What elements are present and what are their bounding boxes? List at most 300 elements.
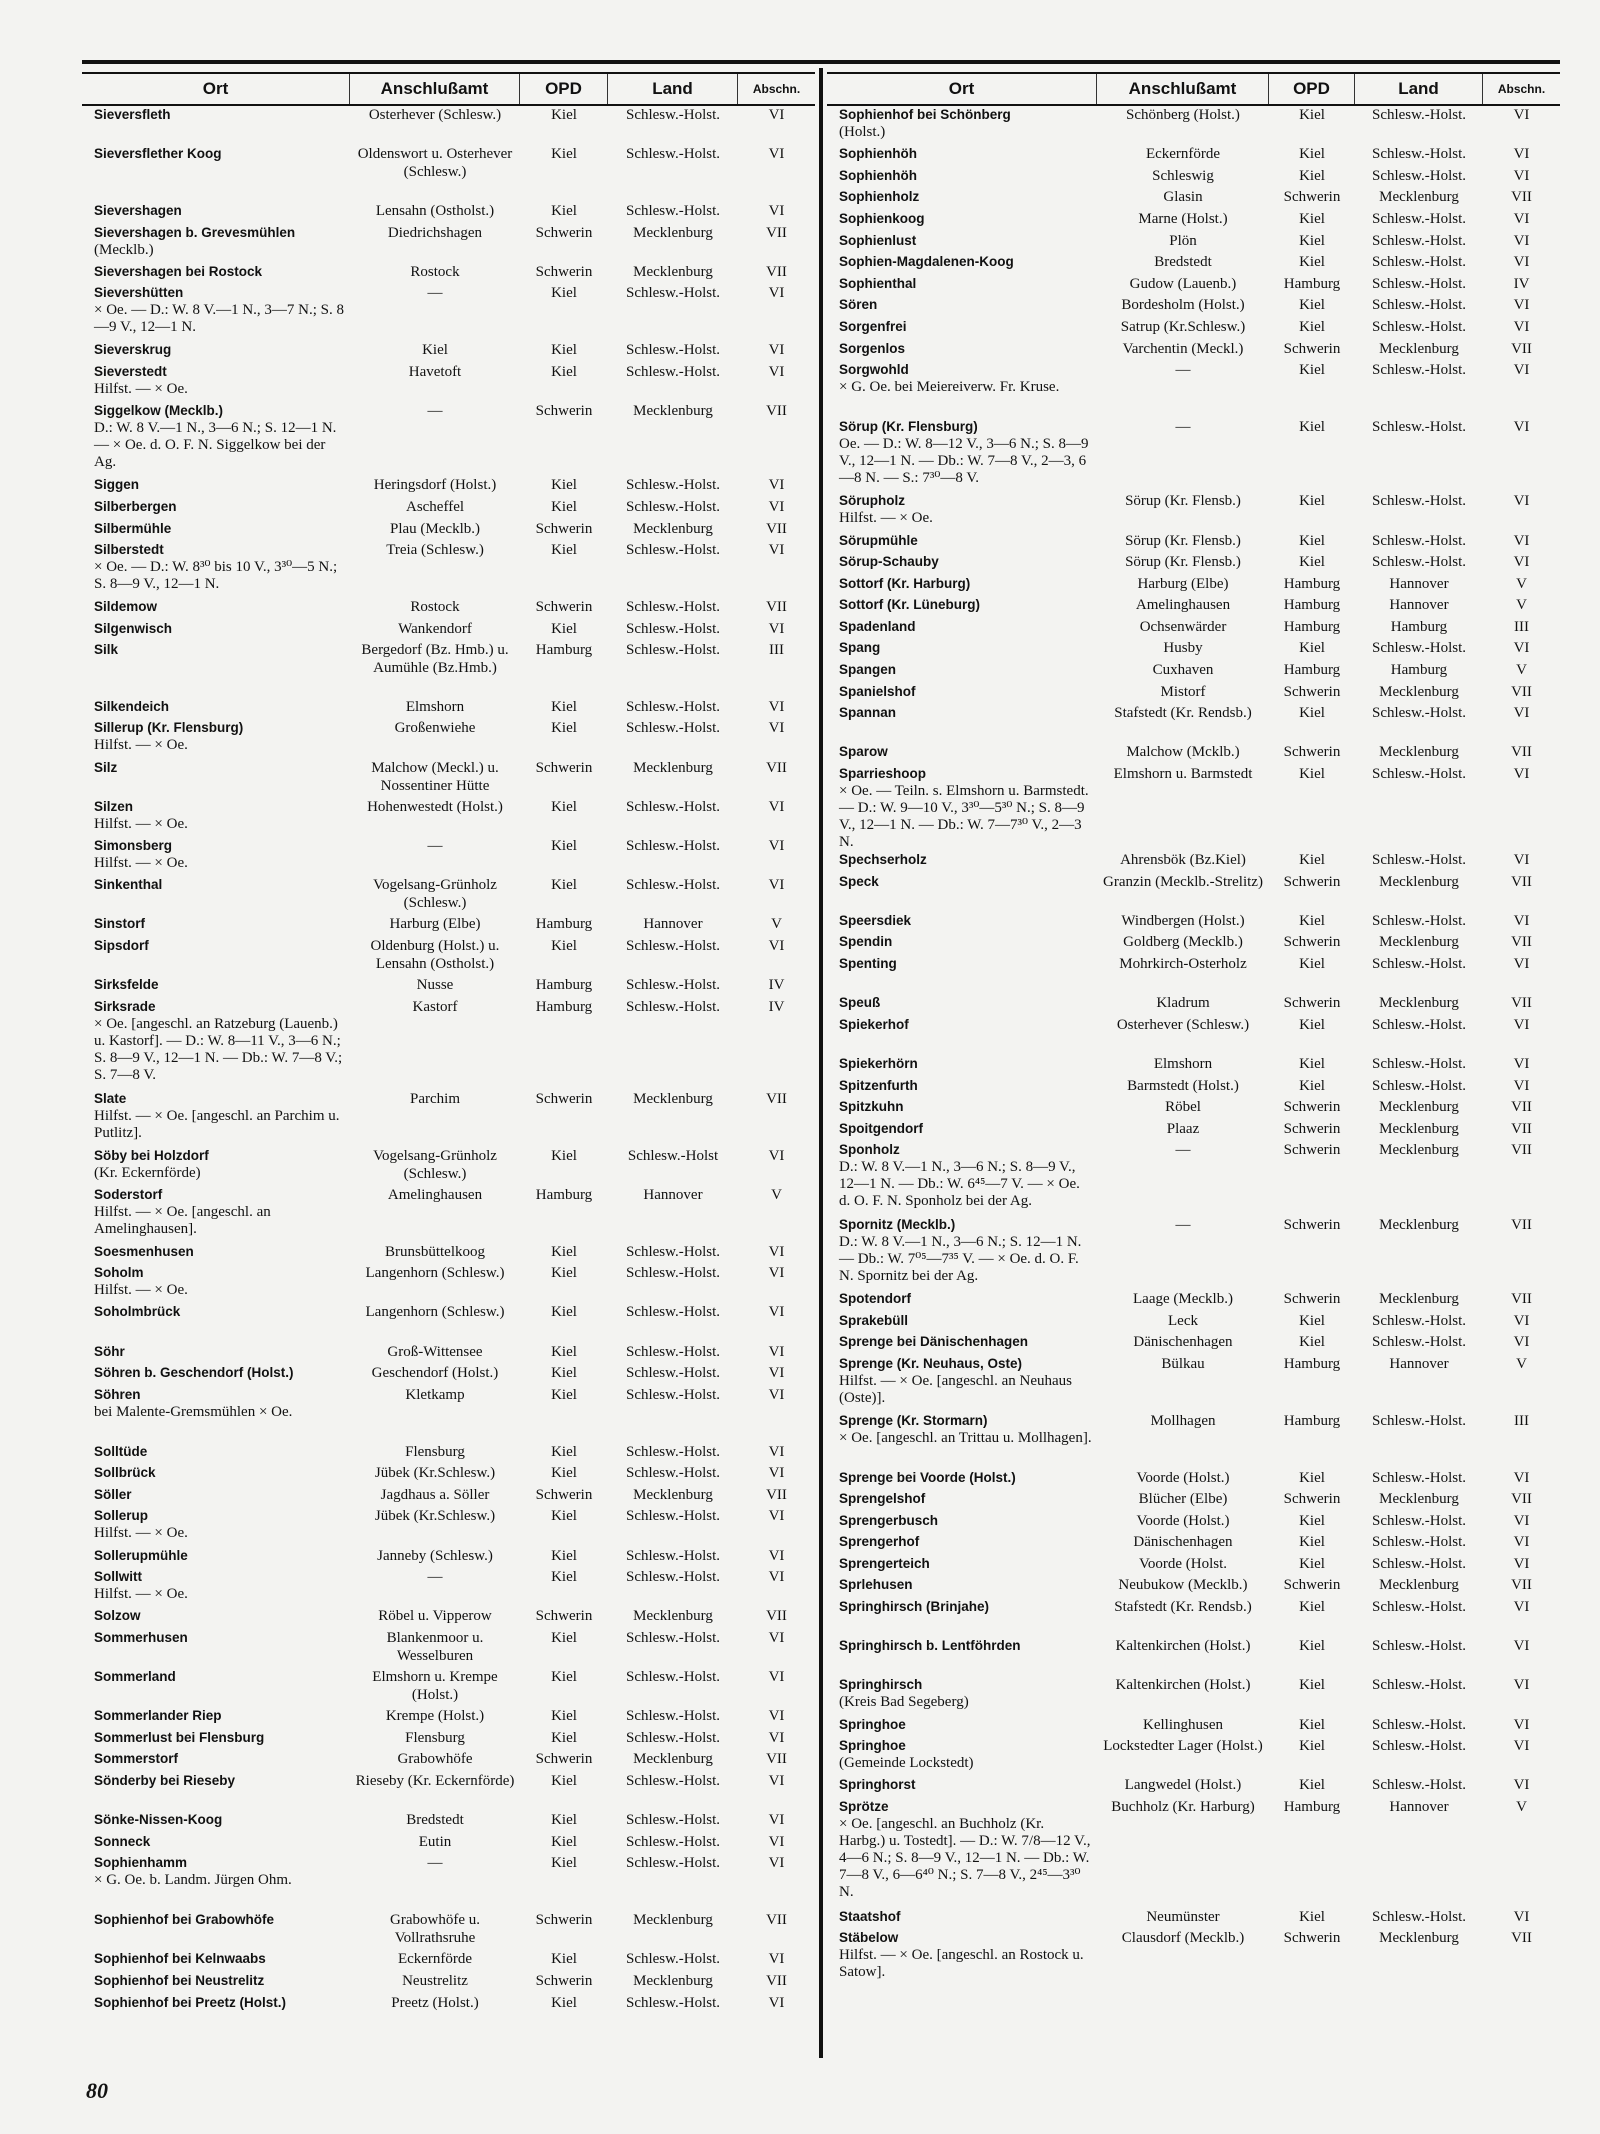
place-name: Sommerstorf	[94, 1751, 179, 1767]
place-name: Sophienhof bei Grabowhöfe	[94, 1912, 274, 1928]
cell-anschlussamt: Blücher (Elbe)	[1138, 1491, 1228, 1508]
place-name: Spornitz (Mecklb.)	[839, 1216, 956, 1232]
place-name: Silberstedt	[94, 542, 164, 558]
cell-opd: Hamburg	[1283, 1412, 1341, 1429]
cell-abschnitt: VI	[1513, 912, 1530, 929]
cell-ort	[827, 1908, 1097, 1930]
header-abschnitt: Abschn.	[1497, 82, 1546, 96]
place-name: Sieverskrug	[94, 342, 172, 358]
cell-land: Mecklenburg	[1379, 1120, 1459, 1137]
cell-ort	[82, 759, 350, 798]
cell-land: Schlesw.-Holst.	[1371, 318, 1467, 335]
place-name: Sorgwohld	[839, 362, 909, 378]
cell-opd: Schwerin	[1283, 340, 1341, 357]
cell-land: Mecklenburg	[633, 1972, 713, 1989]
cell-land: Mecklenburg	[1379, 683, 1459, 700]
cell-ort	[82, 476, 350, 498]
cell-land: Hamburg	[1390, 662, 1448, 679]
cell-abschnitt: VII	[1511, 340, 1532, 357]
cell-ort	[82, 876, 350, 915]
cell-abschnitt: VII	[1511, 683, 1532, 700]
cell-anschlussamt: Lockstedter Lager (Holst.)	[1103, 1738, 1263, 1755]
cell-ort	[82, 1772, 350, 1811]
cell-anschlussamt: —	[1175, 418, 1191, 435]
cell-opd: Hamburg	[1283, 575, 1341, 592]
place-note: × Oe. — D.: W. 8³⁰ bis 10 V., 3³⁰—5 N.; S. 8—9 V., 12—1 N.	[94, 559, 338, 593]
table-row	[827, 765, 1560, 851]
cell-land: Schlesw.-Holst.	[1371, 1677, 1467, 1694]
place-name: Silkendeich	[94, 698, 170, 714]
cell-ort	[827, 1290, 1097, 1312]
place-note: × Oe. [angeschl. an Buchholz (Kr. Harbg.) u. Tostedt]. — D.: W. 7/8—12 V., 4—6 N.; S. 8—9 V., 12—1 N. — Db.: W. 7—8 V., 6—6⁴⁰ N.; S. 7—8 V., 2⁴⁵—3³⁰ N.	[839, 1816, 1091, 1900]
cell-land: Schlesw.-Holst.	[625, 977, 721, 994]
cell-anschlussamt: Mistorf	[1160, 683, 1206, 700]
cell-abschnitt: III	[1514, 1412, 1529, 1429]
cell-ort	[827, 704, 1097, 743]
cell-land: Schlesw.-Holst.	[1371, 1055, 1467, 1072]
cell-anschlussamt: Kletkamp	[405, 1386, 465, 1403]
place-name: Sirksrade	[94, 998, 156, 1014]
place-name: Spang	[839, 640, 881, 656]
place-name: Spitzkuhn	[839, 1099, 904, 1115]
place-name: Sievershütten	[94, 285, 184, 301]
cell-ort	[827, 145, 1097, 167]
place-note: (Mecklb.)	[94, 241, 154, 258]
place-note: Oe. — D.: W. 8—12 V., 3—6 N.; S. 8—9 V., 12—1 N. — Db.: W. 7—8 V., 2—3, 6—8 N. — S.: 7³⁰—8 V.	[839, 435, 1089, 486]
cell-anschlussamt: Großenwiehe	[394, 720, 476, 737]
place-name: Sophienhof bei Kelnwaabs	[94, 1951, 266, 1967]
table-row	[82, 876, 815, 915]
table-row	[827, 492, 1560, 531]
cell-ort	[827, 1798, 1097, 1908]
cell-abschnitt: VI	[1513, 418, 1530, 435]
place-name: Sprenge (Kr. Neuhaus, Oste)	[839, 1355, 1023, 1371]
place-name: Sprenge bei Dänischenhagen	[839, 1334, 1029, 1350]
cell-land: Schlesw.-Holst.	[1371, 852, 1467, 869]
cell-land: Schlesw.-Holst.	[1371, 1334, 1467, 1351]
cell-land: Schlesw.-Holst.	[1371, 493, 1467, 510]
cell-abschnitt: VII	[766, 1090, 787, 1107]
table-row	[827, 1776, 1560, 1798]
cell-land: Schlesw.-Holst.	[1371, 705, 1467, 722]
place-name: Sievershagen b. Grevesmühlen	[94, 224, 296, 240]
cell-anschlussamt: Dänischenhagen	[1133, 1334, 1233, 1351]
cell-abschnitt: V	[771, 1186, 782, 1203]
place-name: Spadenland	[839, 618, 916, 634]
place-note: Hilfst. — × Oe.	[94, 815, 188, 832]
cell-abschnitt: VII	[766, 224, 787, 241]
table-row	[82, 915, 815, 937]
cell-land: Schlesw.-Holst.	[1371, 362, 1467, 379]
cell-abschnitt: VI	[1513, 146, 1530, 163]
cell-anschlussamt: Rostock	[410, 263, 460, 280]
cell-land: Schlesw.-Holst.	[625, 107, 721, 123]
cell-opd: Kiel	[551, 542, 577, 559]
cell-opd: Kiel	[1299, 912, 1325, 929]
cell-opd: Schwerin	[535, 759, 593, 776]
cell-opd: Kiel	[551, 146, 577, 163]
cell-land: Schlesw.-Holst.	[625, 1343, 721, 1360]
cell-ort	[82, 1911, 350, 1950]
cell-ort	[82, 1343, 350, 1365]
table-row	[827, 532, 1560, 554]
cell-land: Schlesw.-Holst.	[1371, 107, 1467, 123]
cell-abschnitt: V	[1516, 1355, 1527, 1372]
cell-land: Schlesw.-Holst.	[1371, 1412, 1467, 1429]
table-row	[827, 1333, 1560, 1355]
cell-anschlussamt: Harburg (Elbe)	[1137, 575, 1229, 592]
cell-abschnitt: V	[771, 916, 782, 933]
table-row	[82, 1668, 815, 1707]
table-row	[827, 361, 1560, 418]
cell-abschnitt: VI	[1513, 1512, 1530, 1529]
cell-land: Schlesw.-Holst.	[625, 720, 721, 737]
cell-ort	[827, 933, 1097, 955]
cell-anschlussamt: —	[427, 402, 443, 419]
table-row	[827, 1512, 1560, 1534]
place-name: Sophien-Magdalenen-Koog	[839, 254, 1014, 270]
table-row	[82, 1386, 815, 1443]
cell-anschlussamt: Malchow (Mcklb.)	[1126, 744, 1240, 761]
cell-abschnitt: IV	[768, 977, 785, 994]
cell-anschlussamt: Marne (Holst.)	[1138, 210, 1228, 227]
cell-anschlussamt: Clausdorf (Mecklb.)	[1121, 1930, 1245, 1947]
cell-ort	[82, 1243, 350, 1265]
table-row	[82, 1854, 815, 1911]
cell-opd: Kiel	[551, 1365, 577, 1382]
cell-abschnitt: VI	[1513, 705, 1530, 722]
cell-ort	[827, 1077, 1097, 1099]
cell-anschlussamt: Granzin (Mecklb.-Strelitz)	[1103, 873, 1263, 890]
place-name: Springhirsch	[839, 1677, 923, 1693]
cell-anschlussamt: Oldenburg (Holst.) u. Lensahn (Ostholst.)	[370, 938, 500, 973]
cell-abschnitt: VI	[1513, 232, 1530, 249]
cell-anschlussamt: —	[1175, 1216, 1191, 1233]
cell-abschnitt: VI	[1513, 210, 1530, 227]
table-header-left	[82, 72, 815, 106]
cell-anschlussamt: Windbergen (Holst.)	[1121, 912, 1245, 929]
cell-ort	[827, 851, 1097, 873]
cell-opd: Schwerin	[535, 1486, 593, 1503]
cell-abschnitt: VI	[768, 202, 785, 219]
cell-anschlussamt: Bülkau	[1161, 1355, 1205, 1372]
cell-anschlussamt: Elmshorn	[1153, 1055, 1213, 1072]
cell-land: Mecklenburg	[633, 1751, 713, 1768]
cell-abschnitt: IV	[768, 998, 785, 1015]
place-name: Sophienthal	[839, 275, 917, 291]
cell-opd: Kiel	[551, 1147, 577, 1164]
cell-land: Schlesw.-Holst.	[625, 998, 721, 1015]
cell-abschnitt: VII	[766, 263, 787, 280]
place-name: Sprengerteich	[839, 1555, 930, 1571]
cell-abschnitt: VII	[766, 759, 787, 776]
cell-opd: Kiel	[1299, 362, 1325, 379]
cell-abschnitt: VI	[1513, 1677, 1530, 1694]
cell-ort	[827, 873, 1097, 912]
cell-ort	[827, 340, 1097, 362]
table-row	[82, 1811, 815, 1833]
cell-abschnitt: VI	[1513, 1555, 1530, 1572]
cell-ort	[82, 998, 350, 1090]
cell-land: Mecklenburg	[1379, 934, 1459, 951]
table-row	[82, 263, 815, 285]
cell-anschlussamt: Grabowhöfe	[397, 1751, 473, 1768]
cell-abschnitt: VI	[768, 698, 785, 715]
cell-opd: Hamburg	[535, 642, 593, 659]
cell-abschnitt: VI	[768, 1855, 785, 1872]
table-row	[82, 1911, 815, 1950]
cell-ort	[82, 106, 350, 145]
header-anschlussamt: Anschlußamt	[350, 74, 520, 104]
table-row	[827, 1120, 1560, 1142]
cell-abschnitt: VII	[766, 1486, 787, 1503]
cell-anschlussamt: Heringsdorf (Holst.)	[373, 477, 497, 494]
cell-land: Schlesw.-Holst.	[625, 1569, 721, 1586]
cell-abschnitt: VI	[1513, 640, 1530, 657]
table-row	[827, 188, 1560, 210]
cell-abschnitt: VI	[768, 1365, 785, 1382]
cell-ort	[82, 1668, 350, 1707]
place-name: Sönke-Nissen-Koog	[94, 1812, 223, 1828]
cell-opd: Hamburg	[1283, 662, 1341, 679]
cell-anschlussamt: Langenhorn (Schlesw.)	[365, 1265, 505, 1282]
header-abschnitt: Abschn.	[752, 82, 801, 96]
cell-opd: Kiel	[551, 1386, 577, 1403]
cell-opd: Kiel	[1299, 1716, 1325, 1733]
cell-opd: Kiel	[551, 798, 577, 815]
cell-ort	[827, 1216, 1097, 1290]
cell-land: Schlesw.-Holst.	[625, 1547, 721, 1564]
cell-abschnitt: VI	[1513, 1334, 1530, 1351]
place-name: Sophienhamm	[94, 1855, 188, 1871]
place-name: Sommerhusen	[94, 1629, 188, 1645]
cell-abschnitt: VI	[768, 1729, 785, 1746]
cell-anschlussamt: Leck	[1168, 1312, 1198, 1329]
cell-ort	[827, 188, 1097, 210]
cell-anschlussamt: Krempe (Holst.)	[385, 1708, 485, 1725]
cell-anschlussamt: Satrup (Kr.Schlesw.)	[1120, 318, 1246, 335]
table-row	[82, 641, 815, 698]
table-row	[82, 1568, 815, 1607]
right-table-body	[827, 106, 1560, 1986]
table-row	[827, 743, 1560, 765]
table-row	[82, 1147, 815, 1186]
cell-land: Hannover	[1389, 575, 1449, 592]
cell-opd: Kiel	[551, 107, 577, 123]
cell-anschlussamt: Varchentin (Meckl.)	[1122, 340, 1244, 357]
cell-anschlussamt: Gudow (Lauenb.)	[1129, 275, 1237, 292]
cell-abschnitt: VII	[766, 1972, 787, 1989]
cell-abschnitt: VI	[1513, 1638, 1530, 1655]
place-name: Silk	[94, 642, 119, 658]
place-name: Sollerupmühle	[94, 1547, 188, 1563]
cell-ort	[827, 1929, 1097, 1986]
cell-land: Schlesw.-Holst.	[625, 1951, 721, 1968]
cell-abschnitt: VI	[768, 720, 785, 737]
cell-opd: Kiel	[1299, 167, 1325, 184]
place-name: Spiekerhof	[839, 1016, 909, 1032]
place-name: Speuß	[839, 995, 881, 1011]
cell-opd: Kiel	[1299, 146, 1325, 163]
cell-land: Hannover	[643, 916, 703, 933]
cell-opd: Kiel	[551, 938, 577, 955]
cell-abschnitt: VI	[768, 1669, 785, 1686]
cell-land: Schlesw.-Holst.	[625, 542, 721, 559]
cell-anschlussamt: Janneby (Schlesw.)	[377, 1547, 493, 1564]
cell-abschnitt: III	[769, 642, 784, 659]
cell-land: Schlesw.-Holst.	[1371, 1599, 1467, 1616]
cell-ort	[82, 915, 350, 937]
cell-land: Schlesw.-Holst.	[625, 838, 721, 855]
cell-opd: Kiel	[1299, 1016, 1325, 1033]
place-name: Sophienholz	[839, 189, 920, 205]
cell-land: Schlesw.-Holst	[627, 1147, 719, 1164]
cell-abschnitt: VI	[768, 1465, 785, 1482]
place-name: Sprenge bei Voorde (Holst.)	[839, 1469, 1016, 1485]
cell-abschnitt: VII	[1511, 1291, 1532, 1308]
cell-abschnitt: VI	[1513, 1469, 1530, 1486]
cell-abschnitt: VI	[1513, 1738, 1530, 1755]
cell-ort	[82, 1303, 350, 1342]
cell-opd: Schwerin	[1283, 1491, 1341, 1508]
cell-ort	[827, 661, 1097, 683]
cell-anschlussamt: Osterhever (Schlesw.)	[1116, 1016, 1250, 1033]
cell-abschnitt: VII	[1511, 1216, 1532, 1233]
cell-ort	[827, 994, 1097, 1016]
place-name: Söhr	[94, 1343, 125, 1359]
cell-land: Hannover	[1389, 597, 1449, 614]
cell-anschlussamt: Grabowhöfe u. Vollrathsruhe	[390, 1912, 480, 1947]
table-row	[82, 1972, 815, 1994]
cell-land: Schlesw.-Holst.	[625, 642, 721, 659]
place-name: Sollwitt	[94, 1569, 142, 1585]
cell-ort	[827, 1312, 1097, 1334]
cell-abschnitt: VI	[768, 1508, 785, 1525]
cell-opd: Kiel	[551, 498, 577, 515]
table-row	[82, 1464, 815, 1486]
cell-opd: Kiel	[551, 1304, 577, 1321]
cell-anschlussamt: Ochsenwärder	[1139, 618, 1227, 635]
place-note: × G. Oe. bei Meiereiverw. Fr. Kruse.	[839, 379, 1060, 396]
cell-opd: Hamburg	[1283, 275, 1341, 292]
cell-opd: Hamburg	[1283, 1799, 1341, 1815]
cell-land: Schlesw.-Holst.	[625, 498, 721, 515]
cell-opd: Schwerin	[1283, 683, 1341, 700]
table-row	[827, 1469, 1560, 1491]
table-row	[827, 106, 1560, 145]
cell-land: Schlesw.-Holst.	[1371, 1777, 1467, 1794]
cell-abschnitt: VI	[768, 1386, 785, 1403]
table-row	[82, 1729, 815, 1751]
table-row	[82, 1772, 815, 1811]
table-row	[827, 1290, 1560, 1312]
table-row	[827, 1533, 1560, 1555]
cell-anschlussamt: Kaltenkirchen (Holst.)	[1115, 1638, 1251, 1655]
table-row	[827, 873, 1560, 912]
cell-land: Mecklenburg	[1379, 1577, 1459, 1594]
place-name: Sommerland	[94, 1669, 176, 1685]
place-name: Sollerup	[94, 1508, 149, 1524]
cell-anschlussamt: Amelinghausen	[1135, 597, 1231, 614]
place-name: Sipsdorf	[94, 938, 149, 954]
table-row	[82, 1629, 815, 1668]
cell-anschlussamt: Sörup (Kr. Flensb.)	[1125, 532, 1241, 549]
place-name: Siggelkow (Mecklb.)	[94, 402, 224, 418]
cell-land: Schlesw.-Holst.	[625, 1265, 721, 1282]
place-note: (Kreis Bad Segeberg)	[839, 1694, 969, 1711]
cell-ort	[827, 1120, 1097, 1142]
cell-abschnitt: VI	[1513, 254, 1530, 271]
table-row	[82, 598, 815, 620]
cell-ort	[82, 341, 350, 363]
cell-land: Mecklenburg	[633, 402, 713, 419]
table-row	[82, 224, 815, 263]
cell-ort	[82, 1507, 350, 1546]
place-name: Sinkenthal	[94, 877, 163, 893]
cell-anschlussamt: Plön	[1169, 232, 1197, 249]
cell-anschlussamt: Neumünster	[1146, 1908, 1220, 1925]
cell-anschlussamt: Kastorf	[412, 998, 458, 1015]
cell-abschnitt: VI	[768, 1569, 785, 1586]
cell-abschnitt: VII	[1511, 873, 1532, 890]
cell-opd: Kiel	[1299, 107, 1325, 123]
cell-abschnitt: VI	[1513, 532, 1530, 549]
table-row	[827, 683, 1560, 705]
cell-opd: Kiel	[1299, 418, 1325, 435]
cell-anschlussamt: Bredstedt	[406, 1812, 464, 1829]
cell-opd: Kiel	[1299, 493, 1325, 510]
cell-opd: Kiel	[551, 477, 577, 494]
cell-land: Mecklenburg	[633, 224, 713, 241]
cell-opd: Kiel	[551, 1855, 577, 1872]
page	[82, 60, 1560, 2100]
cell-land: Mecklenburg	[633, 1486, 713, 1503]
cell-opd: Kiel	[551, 877, 577, 894]
cell-land: Schlesw.-Holst.	[625, 1508, 721, 1525]
table-row	[827, 1798, 1560, 1908]
cell-anschlussamt: Havetoft	[408, 363, 462, 380]
table-row	[827, 232, 1560, 254]
table-row	[82, 1303, 815, 1342]
cell-land: Schlesw.-Holst.	[1371, 1512, 1467, 1529]
place-note: Hilfst. — × Oe.	[94, 1525, 188, 1542]
place-note: Hilfst. — × Oe.	[94, 1586, 188, 1603]
cell-anschlussamt: Röbel u. Vipperow	[378, 1608, 492, 1625]
cell-anschlussamt: Langwedel (Holst.)	[1124, 1777, 1242, 1794]
cell-anschlussamt: Schleswig	[1152, 167, 1214, 184]
cell-ort	[82, 1811, 350, 1833]
cell-opd: Kiel	[551, 1812, 577, 1829]
place-note: (Gemeinde Lockstedt)	[839, 1755, 974, 1772]
cell-land: Mecklenburg	[1379, 873, 1459, 890]
cell-abschnitt: VI	[768, 1547, 785, 1564]
cell-ort	[827, 1576, 1097, 1598]
cell-anschlussamt: Kiel	[422, 342, 448, 359]
table-row	[82, 759, 815, 798]
place-name: Sorgenfrei	[839, 318, 907, 334]
cell-ort	[82, 145, 350, 202]
cell-abschnitt: VII	[1511, 1491, 1532, 1508]
table-row	[82, 1950, 815, 1972]
place-name: Solltüde	[94, 1443, 148, 1459]
cell-opd: Kiel	[1299, 1334, 1325, 1351]
cell-abschnitt: VI	[1513, 766, 1530, 783]
cell-land: Mecklenburg	[633, 520, 713, 537]
cell-ort	[827, 1716, 1097, 1738]
cell-ort	[82, 798, 350, 837]
cell-abschnitt: VI	[1513, 1908, 1530, 1925]
cell-abschnitt: VI	[1513, 1312, 1530, 1329]
